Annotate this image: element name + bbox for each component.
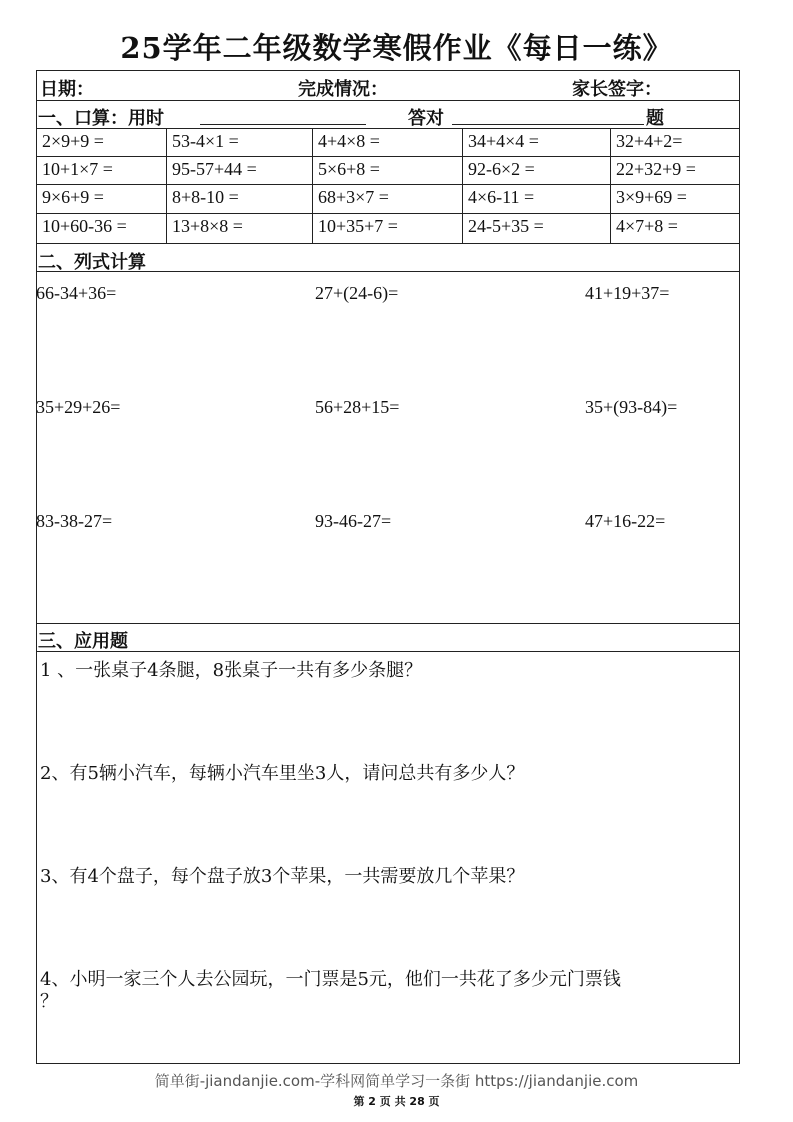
section3-heading: 三、应用题 bbox=[38, 631, 128, 652]
grid-column-divider bbox=[462, 128, 463, 243]
correct-label: 答对 bbox=[408, 108, 444, 129]
grid-row-divider bbox=[36, 184, 740, 185]
parent-sign-label: 家长签字： bbox=[572, 79, 662, 100]
oral-calc-item[interactable]: 5×6+8 = bbox=[318, 159, 380, 179]
word-problem: 3、有4个盘子，每个盘子放3个苹果，一共需要放几个苹果？ bbox=[40, 866, 525, 887]
oral-calc-item[interactable]: 10+35+7 = bbox=[318, 216, 398, 236]
page-number: 第 2 页 共 28 页 bbox=[353, 1095, 440, 1108]
grid-row-divider bbox=[36, 156, 740, 157]
time-blank[interactable] bbox=[200, 106, 366, 125]
divider bbox=[36, 100, 740, 101]
footer-source: 简单街-jiandanjie.com-学科网简单学习一条街 https://jiandanjie.com bbox=[154, 1072, 639, 1090]
oral-calc-item[interactable]: 22+32+9 = bbox=[616, 159, 696, 179]
completion-label: 完成情况： bbox=[298, 79, 388, 100]
unit-label: 题 bbox=[646, 108, 664, 129]
grid-column-divider bbox=[312, 128, 313, 243]
oral-calc-item[interactable]: 4×6-11 = bbox=[468, 187, 535, 207]
grid-column-divider bbox=[166, 128, 167, 243]
date-label: 日期： bbox=[40, 79, 94, 100]
oral-calc-item[interactable]: 9×6+9 = bbox=[42, 187, 104, 207]
oral-calc-item[interactable]: 95-57+44 = bbox=[172, 159, 257, 179]
written-calc-item[interactable]: 93-46-27= bbox=[315, 511, 392, 531]
written-calc-item[interactable]: 41+19+37= bbox=[585, 283, 670, 303]
written-calc-item[interactable]: 27+(24-6)= bbox=[315, 283, 399, 303]
oral-calc-item[interactable]: 24-5+35 = bbox=[468, 216, 544, 236]
oral-calc-item[interactable]: 4×7+8 = bbox=[616, 216, 678, 236]
written-calc-item[interactable]: 35+29+26= bbox=[36, 397, 121, 417]
oral-calc-item[interactable]: 10+60-36 = bbox=[42, 216, 127, 236]
oral-calc-item[interactable]: 53-4×1 = bbox=[172, 131, 239, 151]
section2-heading: 二、列式计算 bbox=[38, 252, 146, 273]
oral-calc-item[interactable]: 13+8×8 = bbox=[172, 216, 243, 236]
oral-calc-item[interactable]: 92-6×2 = bbox=[468, 159, 535, 179]
oral-calc-item[interactable]: 8+8-10 = bbox=[172, 187, 239, 207]
page-title: 25学年二年级数学寒假作业《每日一练》 bbox=[120, 31, 673, 65]
grid-column-divider bbox=[610, 128, 611, 243]
written-calc-item[interactable]: 47+16-22= bbox=[585, 511, 666, 531]
oral-calc-item[interactable]: 68+3×7 = bbox=[318, 187, 389, 207]
grid-row-divider bbox=[36, 213, 740, 214]
divider bbox=[36, 271, 740, 272]
oral-calc-item[interactable]: 3×9+69 = bbox=[616, 187, 687, 207]
word-problem: 2、有5辆小汽车，每辆小汽车里坐3人，请问总共有多少人？ bbox=[40, 763, 525, 784]
written-calc-item[interactable]: 83-38-27= bbox=[36, 511, 113, 531]
oral-calc-item[interactable]: 4+4×8 = bbox=[318, 131, 380, 151]
oral-calc-item[interactable]: 2×9+9 = bbox=[42, 131, 104, 151]
oral-calc-item[interactable]: 32+4+2= bbox=[616, 131, 683, 151]
oral-calc-item[interactable]: 34+4×4 = bbox=[468, 131, 539, 151]
correct-blank[interactable] bbox=[452, 106, 644, 125]
word-problem: 4、小明一家三个人去公园玩，一门票是5元，他们一共花了多少元门票钱 bbox=[40, 969, 621, 990]
written-calc-item[interactable]: 66-34+36= bbox=[36, 283, 117, 303]
oral-calc-item[interactable]: 10+1×7 = bbox=[42, 159, 113, 179]
divider bbox=[36, 623, 740, 624]
divider bbox=[36, 128, 740, 129]
word-problem: ？ bbox=[40, 991, 58, 1012]
written-calc-item[interactable]: 35+(93-84)= bbox=[585, 397, 678, 417]
written-calc-item[interactable]: 56+28+15= bbox=[315, 397, 400, 417]
word-problem: 1 、一张桌子4条腿，8张桌子一共有多少条腿？ bbox=[40, 660, 423, 681]
divider bbox=[36, 651, 740, 652]
section1-heading: 一、口算：用时 bbox=[38, 108, 164, 129]
divider bbox=[36, 243, 740, 244]
